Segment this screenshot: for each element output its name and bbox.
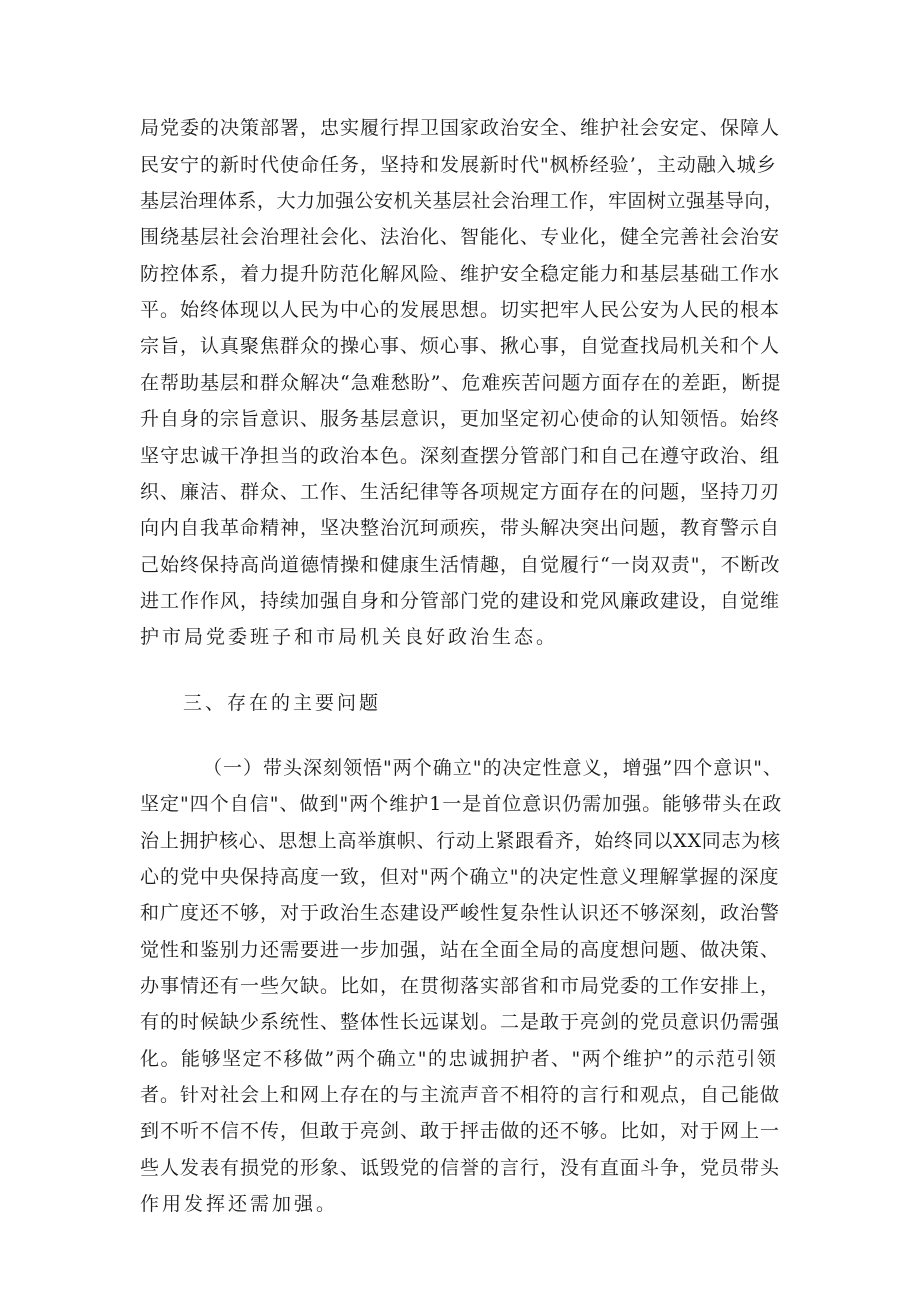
text-line: 坚守忠诚干净担当的政治本色。深刻查摆分管部门和自己在遵守政治、组 — [140, 445, 781, 467]
text-line: 升自身的宗旨意识、服务基层意识，更加坚定初心使命的认知领悟。始终 — [140, 408, 781, 430]
text-line: 己始终保持高尚道德情操和健康生活情趣，自觉履行“一岗双责"，不断改 — [140, 554, 781, 576]
text-line: 民安宁的新时代使命任务，坚持和发展新时代"枫桥经验’，主动融入城乡 — [140, 154, 777, 176]
text-line: 作用发挥还需加强。 — [140, 1193, 339, 1215]
text-line: 局党委的决策部署，忠实履行捍卫国家政治安全、维护社会安定、保障人 — [140, 117, 781, 139]
text-line: 护市局党委班子和市局机关良好政治生态。 — [140, 626, 559, 648]
text-line: 治上拥护核心、思想上高举旗帜、行动上紧跟看齐，始终同以XX同志为核 — [140, 830, 781, 852]
text-line: 进工作作风，持续加强自身和分管部门党的建设和党风廉政建设，自觉维 — [140, 590, 781, 612]
text-line: 化。能够坚定不移做”两个确立"的忠诚拥护者、"两个维护”的示范引领 — [140, 1048, 778, 1070]
text-line: （一）带头深刻领悟"两个确立"的决定性意义，增强”四个意识"、 — [203, 757, 783, 779]
text-line: 平。始终体现以人民为中心的发展思想。切实把牢人民公安为人民的根本 — [140, 299, 781, 321]
text-line: 和广度还不够，对于政治生态建设严峻性复杂性认识还不够深刻，政治警 — [140, 902, 781, 924]
section-heading: 三、存在的主要问题 — [183, 692, 382, 714]
text-line: 到不听不信不传，但敢于亮剑、敢于抨击做的还不够。比如，对于网上一 — [140, 1120, 781, 1142]
text-line: 基层治理体系，大力加强公安机关基层社会治理工作，牢固树立强基导向， — [140, 190, 784, 212]
text-line: 坚定"四个自信"、做到"两个维护1一是首位意识仍需加强。能够带头在政 — [140, 793, 783, 815]
text-line: 些人发表有损党的形象、诋毁党的信誉的言行，没有直面斗争，党员带头 — [140, 1157, 781, 1179]
text-line: 办事情还有一些欠缺。比如，在贯彻落实部省和市局党委的工作安排上， — [140, 975, 781, 997]
text-line: 在帮助基层和群众解决“急难愁盼”、危难疾苦问题方面存在的差距，断提 — [140, 372, 782, 394]
text-line: 者。针对社会上和网上存在的与主流声音不相符的言行和观点，自己能做 — [140, 1084, 781, 1106]
text-line: 心的党中央保持高度一致，但对"两个确立"的决定性意义理解掌握的深度 — [140, 866, 780, 888]
text-line: 宗旨，认真聚焦群众的操心事、烦心事、揪心事，自觉查找局机关和个人 — [140, 335, 781, 357]
text-line: 防控体系，着力提升防范化解风险、维护安全稳定能力和基层基础工作水 — [140, 263, 781, 285]
text-line: 围绕基层社会治理社会化、法治化、智能化、专业化，健全完善社会治安 — [140, 226, 781, 248]
text-line: 觉性和鉴别力还需要进一步加强，站在全面全局的高度想问题、做决策、 — [140, 939, 781, 961]
text-line: 向内自我革命精神，坚决整治沉珂顽疾，带头解决突出问题，教育警示自 — [140, 517, 781, 539]
text-line: 有的时候缺少系统性、整体性长远谋划。二是敢于亮剑的党员意识仍需强 — [140, 1011, 781, 1033]
text-line: 织、廉洁、群众、工作、生活纪律等各项规定方面存在的问题，坚持刀刃 — [140, 481, 781, 503]
